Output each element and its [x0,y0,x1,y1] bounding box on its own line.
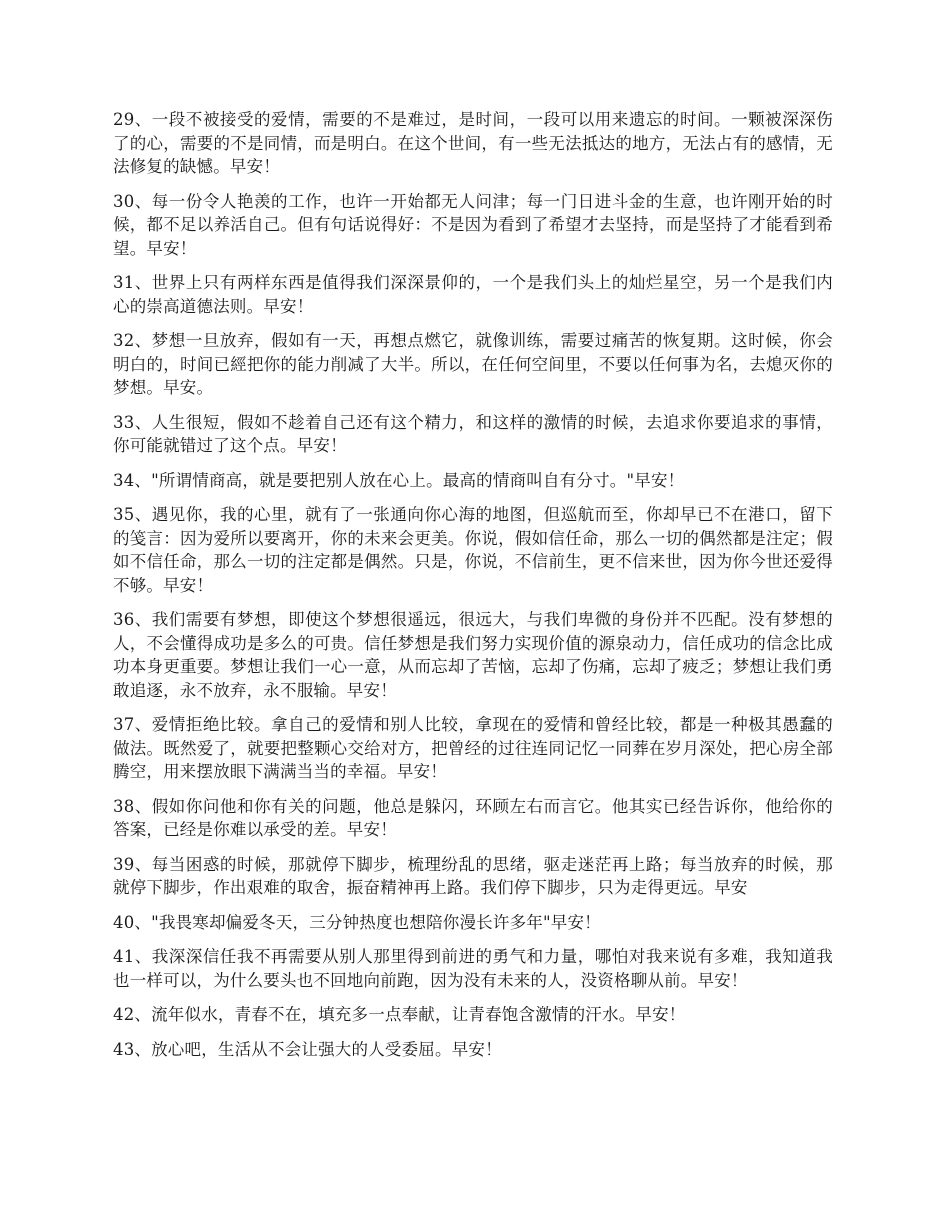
document-body [113,108,833,1072]
paragraph-41: 41、我深深信任我不再需要从别人那里得到前进的勇气和力量，哪怕对我来说有多难，我知道我也一样可以，为什么要头也不回地向前跑，因为没有未来的人，没资格聊从前。早安！ [113,947,833,990]
paragraph-39: 39、每当困惑的时候，那就停下脚步，梳理纷乱的思绪，驱走迷茫再上路；每当放弃的时候，那就停下脚步，作出艰难的取舍，振奋精神再上路。我们停下脚步，只为走得更远。早安 [113,854,833,897]
paragraph-37: 37、爱情拒绝比较。拿自己的爱情和别人比较，拿现在的爱情和曾经比较，都是一种极其愚蠢的做法。既然爱了，就要把整颗心交给对方，把曾经的过往连同记忆一同葬在岁月深处，把心房全部腾空，用来摆放眼下满满当当的幸福。早安！ [113,715,833,781]
paragraph-30: 30、每一份令人艳羡的工作，也许一开始都无人问津；每一门日进斗金的生意，也许刚开始的时候，都不足以养活自己。但有句话说得好：不是因为看到了希望才去坚持，而是坚持了才能看到希望。早安！ [113,191,833,258]
paragraph-33: 33、人生很短，假如不趁着自己还有这个精力，和这样的激情的时候，去追求你要追求的事情，你可能就错过了这个点。早安！ [113,412,833,455]
paragraph-42: 42、流年似水，青春不在，填充多一点奉献，让青春饱含激情的汗水。早安！ [113,1005,686,1024]
paragraph-38: 38、假如你问他和你有关的问题，他总是躲闪，环顾左右而言它。他其实已经告诉你，他给你的答案，已经是你难以承受的差。早安！ [113,796,833,839]
paragraph-43: 43、放心吧，生活从不会让强大的人受委屈。早安！ [113,1039,502,1059]
paragraph-36: 36、我们需要有梦想，即使这个梦想很遥远，很远大，与我们卑微的身份并不匹配。没有梦想的人，不会懂得成功是多么的可贵。信任梦想是我们努力实现价值的源泉动力，信任成功的信念比成功本身更重要。梦想让我们一心一意，从而忘却了苦恼，忘却了伤痛，忘却了疲乏；梦想让我们勇敢追逐，永不放弃，永不服输。早安！ [113,610,833,700]
paragraph-35: 35、遇见你，我的心里，就有了一张通向你心海的地图，但巡航而至，你却早已不在港口，留下的笺言：因为爱所以要离开，你的未来会更美。你说，假如信任命，那么一切的偶然都是注定；假如不信任命，那么一切的注定都是偶然。只是，你说，不信前生，更不信来世，因为你今世还爱得不够。早安！ [113,505,833,595]
paragraph-31: 31、世界上只有两样东西是值得我们深深景仰的，一个是我们头上的灿烂星空，另一个是我们内心的崇高道德法则。早安！ [113,273,833,316]
paragraph-29: 29、一段不被接受的爱情，需要的不是难过，是时间，一段可以用来遗忘的时间。一颗被深深伤了的心，需要的不是同情，而是明白。在这个世间，有一些无法抵达的地方，无法占有的感情，无法修复的缺憾。早安！ [113,110,833,176]
paragraph-34: 34、"所谓情商高，就是要把别人放在心上。最高的情商叫自有分寸。"早安！ [113,470,685,490]
paragraph-32: 32、梦想一旦放弃，假如有一天，再想点燃它，就像训练，需要过痛苦的恢复期。这时候，你会明白的，时间已經把你的能力削减了大半。所以，在任何空间里，不要以任何事为名，去熄灭你的梦想。早安。 [113,331,833,397]
paragraph-40: 40、"我畏寒却偏爱冬天，三分钟热度也想陪你漫长许多年"早安！ [113,912,601,932]
